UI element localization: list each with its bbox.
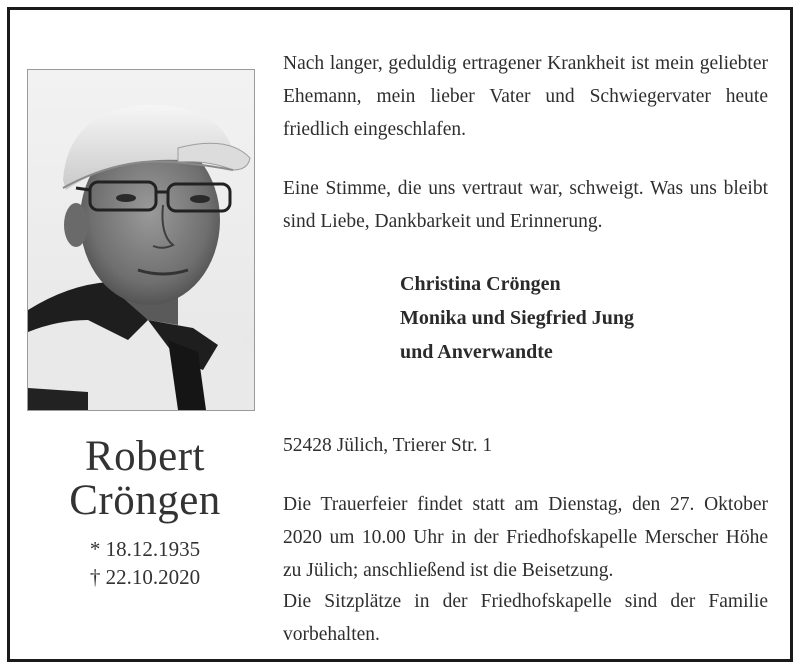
deceased-block bbox=[27, 435, 263, 591]
address-text bbox=[283, 429, 768, 462]
mourners-list bbox=[400, 267, 634, 369]
intro-paragraph: Nach langer, geduldig ertragener Krankheit ist mein geliebter Ehemann, mein lieber Vater und Schwiegervater heute friedlich eingeschlafen. bbox=[283, 53, 768, 140]
quote-paragraph: Eine Stimme, die uns vertraut war, schweigt. Was uns bleibt sind Liebe, Dankbarkeit und Erinnerung. bbox=[283, 178, 768, 232]
deceased-last-name: Cröngen bbox=[69, 477, 221, 524]
mourner-name: und Anverwandte bbox=[400, 341, 553, 363]
funeral-text bbox=[283, 488, 768, 587]
seating-paragraph: Die Sitzplätze in der Friedhofskapelle sind der Familie vorbehalten. bbox=[283, 591, 768, 645]
death-date: † 22.10.2020 bbox=[89, 565, 201, 589]
obituary-notice bbox=[7, 7, 793, 662]
deceased-first-name: Robert bbox=[84, 433, 206, 480]
quote-text bbox=[283, 172, 768, 238]
intro-text bbox=[283, 47, 768, 146]
portrait-illustration bbox=[28, 70, 254, 410]
address-line: 52428 Jülich, Trierer Str. 1 bbox=[283, 435, 493, 456]
birth-date: * 18.12.1935 bbox=[89, 537, 201, 561]
seating-text bbox=[283, 585, 768, 651]
portrait-photo bbox=[27, 69, 255, 411]
mourner-name: Christina Cröngen bbox=[400, 273, 561, 295]
funeral-paragraph: Die Trauerfeier findet statt am Dienstag, den 27. Oktober 2020 um 10.00 Uhr in der Friedhofskapelle Merscher Höhe zu Jülich; anschließend ist die Beisetzung. bbox=[283, 494, 768, 581]
mourner-name: Monika und Siegfried Jung bbox=[400, 307, 634, 329]
life-dates bbox=[27, 535, 263, 591]
